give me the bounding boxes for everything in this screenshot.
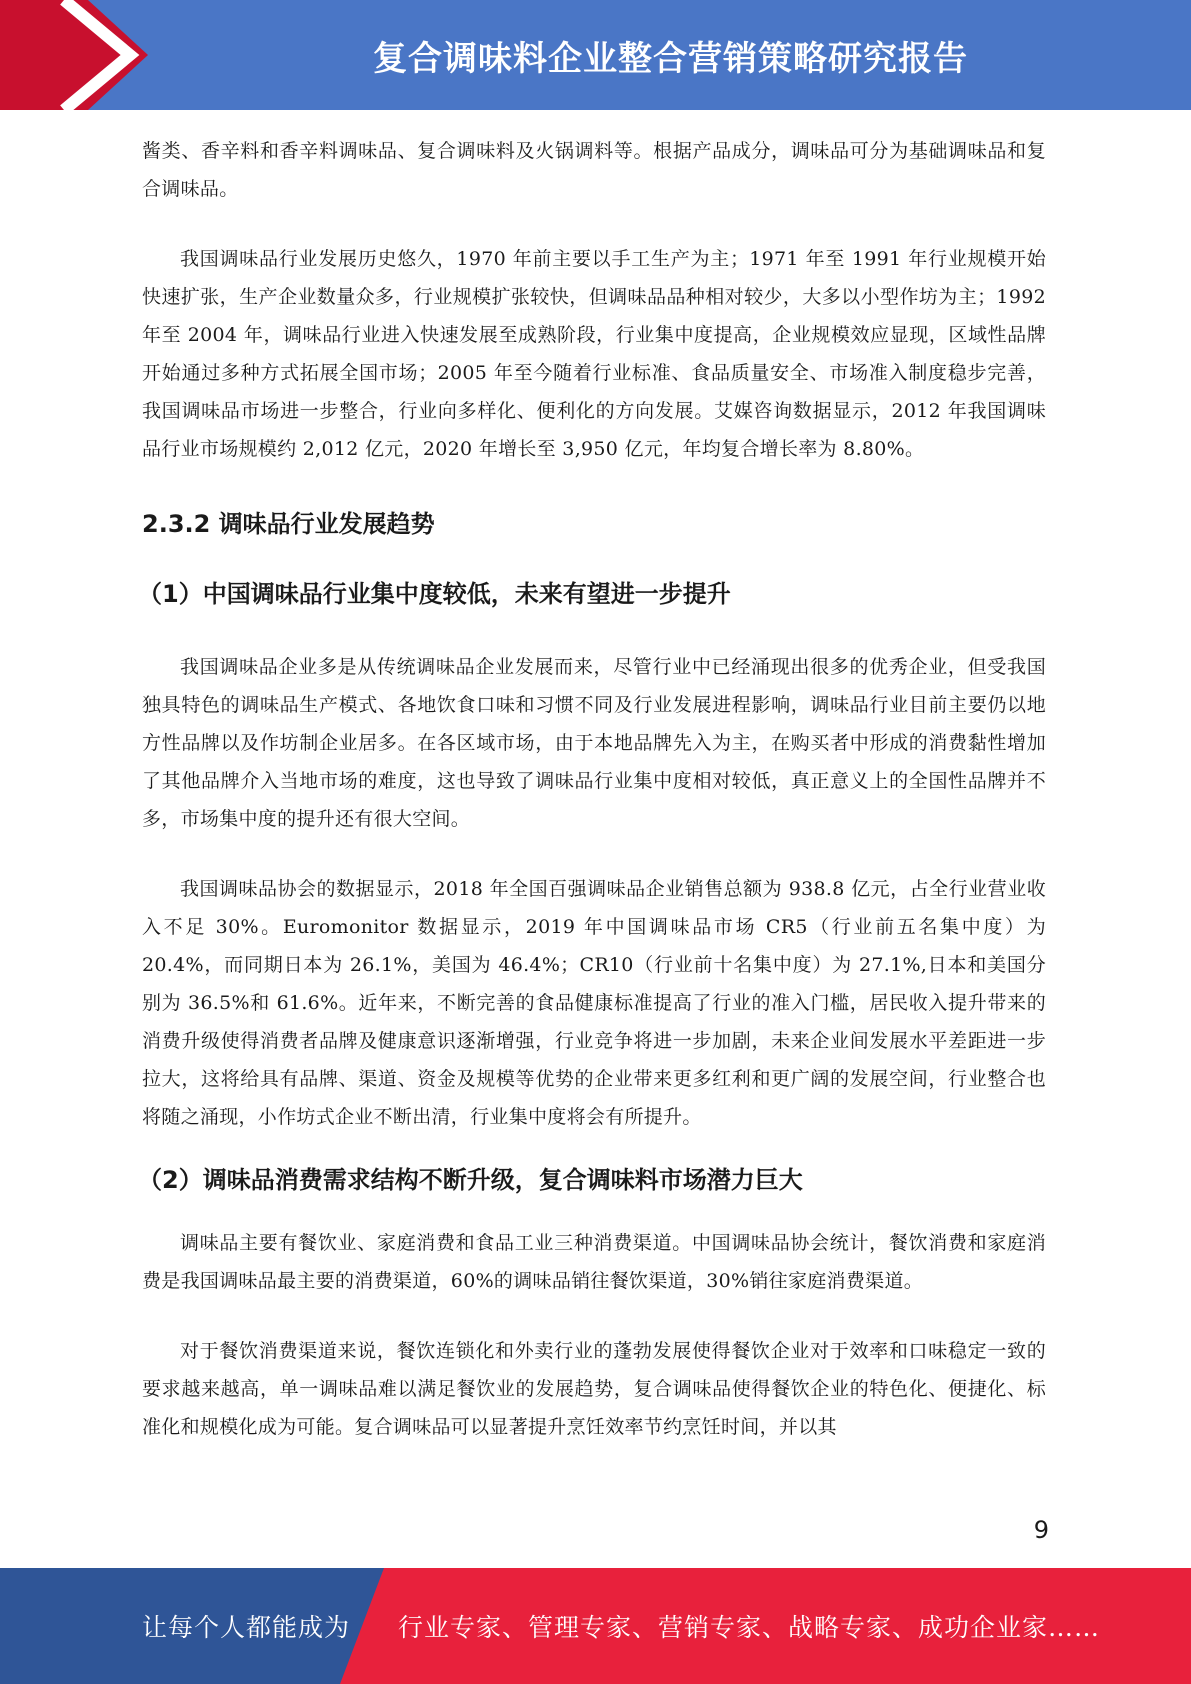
subheading-1: （1）中国调味品行业集中度较低，未来有望进一步提升: [138, 580, 731, 608]
page-number: 9: [1033, 1516, 1049, 1544]
report-footer: [0, 1568, 1191, 1684]
subheading-2: （2）调味品消费需求结构不断升级，复合调味料市场潜力巨大: [138, 1166, 803, 1194]
report-title: 复合调味料企业整合营销策略研究报告: [373, 38, 968, 79]
page-content: [138, 132, 1046, 1446]
footer-slogan-right: 行业专家、管理专家、营销专家、战略专家、成功企业家……: [398, 1613, 1101, 1642]
section-heading: 2.3.2 调味品行业发展趋势: [142, 510, 435, 538]
paragraph-3: 我国调味品企业多是从传统调味品企业发展而来，尽管行业中已经涌现出很多的优秀企业，但受我国独具特色的调味品生产模式、各地饮食口味和习惯不同及行业发展进程影响，调味品行业目前主要仍以地方性品牌以及作坊制企业居多。在各区域市场，由于本地品牌先入为主，在购买者中形成的消费黏性增加了其他品牌介入当地市场的难度，这也导致了调味品行业集中度相对较低，真正意义上的全国性品牌并不多，市场集中度的提升还有很大空间。: [142, 656, 1046, 830]
paragraph-6: 对于餐饮消费渠道来说，餐饮连锁化和外卖行业的蓬勃发展使得餐饮企业对于效率和口味稳定一致的要求越来越高，单一调味品难以满足餐饮业的发展趋势，复合调味品使得餐饮企业的特色化、便捷化、标准化和规模化成为可能。复合调味品可以显著提升烹饪效率节约烹饪时间，并以其: [142, 1340, 1046, 1438]
report-header: [0, 0, 1191, 110]
paragraph-4: 我国调味品协会的数据显示，2018 年全国百强调味品企业销售总额为 938.8 亿元，占全行业营业收入不足 30%。Euromonitor 数据显示，2019 年中国调味品市场 CR5（行业前五名集中度）为 20.4%，而同期日本为 26.1%，美国为 46.4%；CR10（行业前十名集中度）为 27.1%,日本和美国分别为 36.5%和 61.6%。近年来，不断完善的食品健康标准提高了行业的准入门槛，居民收入提升带来的消费升级使得消费者品牌及健康意识逐渐增强，行业竞争将进一步加剧，未来企业间发展水平差距进一步拉大，这将给具有品牌、渠道、资金及规模等优势的企业带来更多红利和更广阔的发展空间，行业整合也将随之涌现，小作坊式企业不断出清，行业集中度将会有所提升。: [142, 878, 1046, 1128]
paragraph-1: 酱类、香辛料和香辛料调味品、复合调味料及火锅调料等。根据产品成分，调味品可分为基础调味品和复合调味品。: [142, 140, 1046, 200]
header-chevron-decoration: [0, 0, 160, 110]
footer-slogan-left: 让每个人都能成为: [142, 1613, 351, 1642]
paragraph-5: 调味品主要有餐饮业、家庭消费和食品工业三种消费渠道。中国调味品协会统计，餐饮消费和家庭消费是我国调味品最主要的消费渠道，60%的调味品销往餐饮渠道，30%销往家庭消费渠道。: [142, 1232, 1046, 1292]
paragraph-2: 我国调味品行业发展历史悠久，1970 年前主要以手工生产为主；1971 年至 1991 年行业规模开始快速扩张，生产企业数量众多，行业规模扩张较快，但调味品品种相对较少，大多以小型作坊为主；1992 年至 2004 年，调味品行业进入快速发展至成熟阶段，行业集中度提高，企业规模效应显现，区域性品牌开始通过多种方式拓展全国市场；2005 年至今随着行业标准、食品质量安全、市场准入制度稳步完善，我国调味品市场进一步整合，行业向多样化、便利化的方向发展。艾媒咨询数据显示，2012 年我国调味品行业市场规模约 2,012 亿元，2020 年增长至 3,950 亿元，年均复合增长率为 8.80%。: [142, 248, 1046, 460]
